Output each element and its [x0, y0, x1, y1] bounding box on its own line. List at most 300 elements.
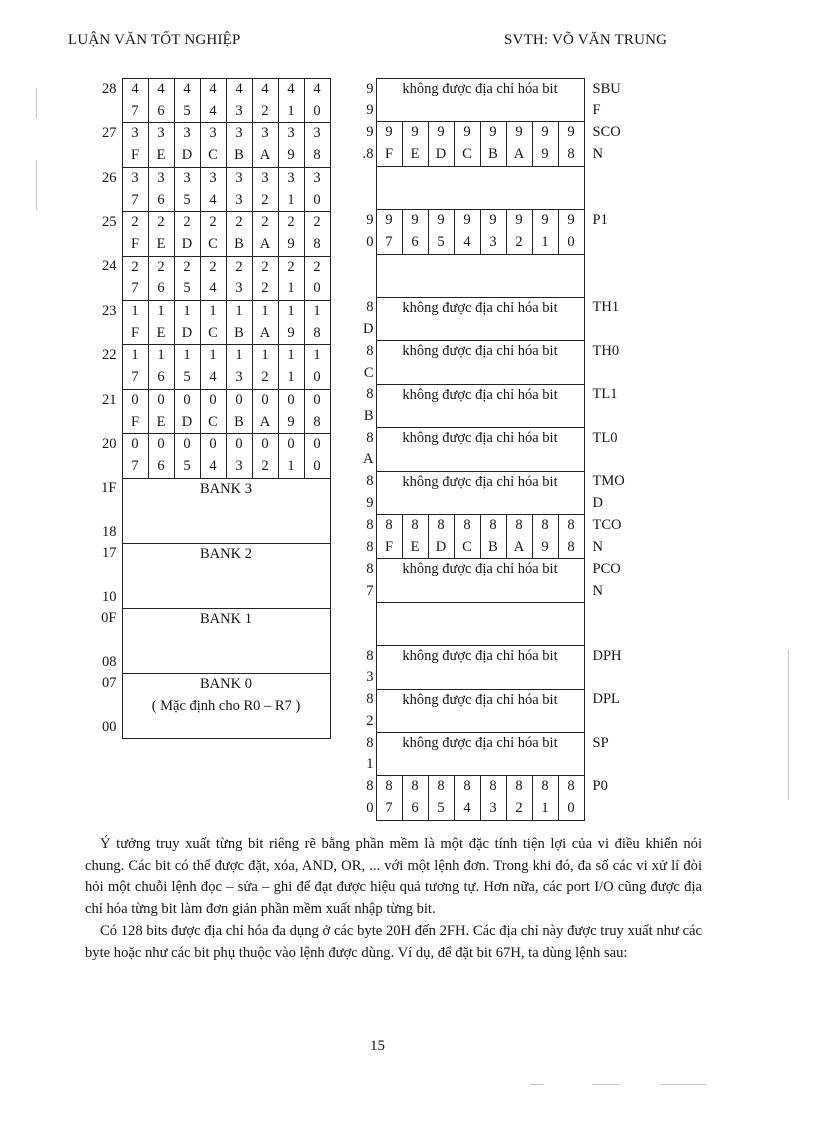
- bit-address-high: 0: [226, 434, 252, 456]
- sfr-bit-low: B: [480, 144, 506, 166]
- bit-address-high: 2: [252, 256, 278, 278]
- bit-address-high: 4: [226, 79, 252, 101]
- sfr-bit-low: 6: [402, 232, 428, 254]
- sfr-bit-high: 9: [428, 122, 454, 144]
- not-bit-addressable-cell: không được địa chỉ hóa bit: [376, 733, 584, 776]
- bit-address-high: 3: [226, 123, 252, 145]
- sfr-bit-high: 9: [402, 122, 428, 144]
- bit-address-low: 1: [278, 456, 304, 478]
- register-bank-2: [122, 543, 330, 608]
- sfr-name-continued: [584, 276, 654, 298]
- bit-address-high: 4: [200, 79, 226, 101]
- sfr-address-low: [352, 624, 376, 646]
- bit-address-high: 1: [278, 301, 304, 323]
- bit-address-high: 3: [278, 167, 304, 189]
- empty-sfr-cell: [376, 602, 584, 645]
- sfr-name-continued: [584, 363, 654, 385]
- bit-address-low: B: [226, 323, 252, 345]
- not-bit-addressable-cell: không được địa chỉ hóa bit: [376, 471, 584, 514]
- bit-address-high: 2: [278, 212, 304, 234]
- byte-address-label: 23: [102, 302, 117, 319]
- sfr-bit-high: 8: [558, 515, 584, 537]
- bit-address-low: F: [122, 234, 148, 256]
- bit-address-low: B: [226, 412, 252, 434]
- bit-address-low: 5: [174, 456, 200, 478]
- sfr-name: DPH: [592, 647, 622, 664]
- empty-sfr-cell: [376, 254, 584, 297]
- sfr-bit-low: 3: [480, 798, 506, 820]
- scan-mark: [660, 1084, 706, 1085]
- sfr-address-low: D: [363, 321, 374, 338]
- bit-address-low: 7: [122, 190, 148, 212]
- bit-address-high: 0: [122, 389, 148, 411]
- bit-address-low: E: [148, 234, 174, 256]
- bit-address-high: 2: [174, 212, 200, 234]
- bit-address-high: 2: [122, 212, 148, 234]
- byte-address-label: 26: [102, 169, 117, 186]
- bank-top-address: 1F: [101, 480, 117, 497]
- label-spacer: [92, 190, 122, 212]
- register-bank-0: [122, 673, 330, 738]
- bit-address-low: 3: [226, 456, 252, 478]
- bit-address-high: 1: [200, 345, 226, 367]
- bit-address-high: 3: [122, 123, 148, 145]
- bit-address-low: 9: [278, 412, 304, 434]
- sfr-bit-low: 2: [506, 232, 532, 254]
- bit-address-high: 2: [122, 256, 148, 278]
- sfr-bit-high: 8: [532, 776, 558, 798]
- bit-address-high: 3: [252, 123, 278, 145]
- sfr-bit-low: 1: [532, 798, 558, 820]
- bit-address-low: D: [174, 145, 200, 167]
- not-bit-addressable-cell: không được địa chỉ hóa bit: [376, 297, 584, 340]
- bit-address-low: D: [174, 234, 200, 256]
- bit-address-high: 3: [174, 123, 200, 145]
- sfr-name-continued: [584, 449, 654, 471]
- sfr-address-high: [352, 254, 376, 276]
- scan-mark: [530, 1084, 544, 1085]
- bit-address-high: 0: [252, 389, 278, 411]
- sfr-bit-low: 0: [558, 232, 584, 254]
- bit-address-high: 2: [226, 212, 252, 234]
- bit-address-high: 1: [252, 301, 278, 323]
- bank-bottom-address: 18: [102, 523, 117, 540]
- bit-address-low: 8: [304, 234, 330, 256]
- sfr-name: TH1: [592, 299, 620, 316]
- bit-address-high: 1: [226, 345, 252, 367]
- sfr-name-continued: [584, 624, 654, 646]
- bit-address-low: 8: [304, 323, 330, 345]
- label-spacer: [92, 739, 122, 761]
- bit-address-low: 7: [122, 101, 148, 123]
- bit-address-high: 3: [174, 167, 200, 189]
- paragraph-bit-access: Ý tưởng truy xuất từng bit riêng rẽ bằng phần mềm là một đặc tính tiện lợi của vi điều khiển nói chung. Các bit có thể được đặt, xóa, AND, OR, ... với một lệnh đơn. Trong khi đó, đa số các vi xử lí đòi hỏi một chuỗi lệnh đọc – sửa – ghi để đạt được hiệu quả tương tự. Hơn nữa, các port I/O cũng được địa chỉ hóa từng bit làm đơn giản phần mềm xuất nhập từng bit.: [85, 836, 702, 918]
- sfr-name-continued: [584, 711, 654, 733]
- bit-address-high: 3: [278, 123, 304, 145]
- not-bit-addressable-cell: không được địa chỉ hóa bit: [376, 559, 584, 602]
- sfr-name-continued: N: [592, 582, 603, 599]
- sfr-address-high: 9: [366, 124, 374, 141]
- bit-address-high: 3: [200, 167, 226, 189]
- sfr-address-high: 8: [366, 516, 374, 533]
- scan-mark: [36, 88, 37, 118]
- bit-address-low: 0: [304, 278, 330, 300]
- bit-address-high: 0: [174, 389, 200, 411]
- sfr-bit-high: 9: [532, 122, 558, 144]
- byte-address-label: 21: [102, 391, 117, 408]
- sfr-name: TL0: [592, 429, 618, 446]
- bit-address-low: C: [200, 145, 226, 167]
- sfr-bit-low: F: [376, 144, 402, 166]
- bit-address-high: 1: [226, 301, 252, 323]
- sfr-address-low: A: [363, 451, 374, 468]
- bit-address-low: B: [226, 145, 252, 167]
- bit-address-high: 2: [304, 212, 330, 234]
- bit-address-low: C: [200, 234, 226, 256]
- sfr-address-low: 8: [366, 538, 374, 555]
- sfr-address-low: 3: [366, 669, 374, 686]
- sfr-bit-high: 9: [532, 210, 558, 232]
- bit-address-low: 7: [122, 456, 148, 478]
- register-bank-3: [122, 478, 330, 543]
- bit-address-high: 0: [278, 389, 304, 411]
- bit-address-high: 0: [148, 434, 174, 456]
- bit-address-low: 9: [278, 234, 304, 256]
- scan-mark: [592, 1084, 620, 1085]
- bit-address-high: 1: [174, 301, 200, 323]
- sfr-name-continued: D: [592, 494, 603, 511]
- bit-address-low: 5: [174, 367, 200, 389]
- bit-address-high: 0: [226, 389, 252, 411]
- bit-address-low: 1: [278, 190, 304, 212]
- sfr-bit-low: C: [454, 537, 480, 559]
- page-number: 15: [370, 1038, 385, 1054]
- not-bit-addressable-cell: không được địa chỉ hóa bit: [376, 79, 584, 122]
- bit-address-low: 9: [278, 145, 304, 167]
- sfr-address-high: 8: [366, 647, 374, 664]
- bit-address-low: C: [200, 412, 226, 434]
- sfr-name: P0: [592, 778, 608, 795]
- sfr-name: PCO: [592, 560, 621, 577]
- byte-address-label: 22: [102, 347, 117, 364]
- sfr-bit-high: 8: [376, 776, 402, 798]
- bit-address-low: 2: [252, 101, 278, 123]
- bit-address-low: 0: [304, 190, 330, 212]
- bank-note: ( Mặc định cho R0 – R7 ): [151, 697, 301, 714]
- sfr-bit-low: D: [428, 537, 454, 559]
- bit-address-low: 3: [226, 367, 252, 389]
- sfr-bit-high: 8: [454, 515, 480, 537]
- sfr-name: [584, 254, 654, 276]
- sfr-bit-high: 9: [480, 210, 506, 232]
- bit-address-low: C: [200, 323, 226, 345]
- bit-address-high: 2: [278, 256, 304, 278]
- bit-address-low: 7: [122, 367, 148, 389]
- sfr-bit-low: 4: [454, 232, 480, 254]
- sfr-address-high: 8: [366, 691, 374, 708]
- sfr-address-low: [352, 276, 376, 298]
- bit-address-high: 4: [148, 79, 174, 101]
- label-spacer: [92, 367, 122, 389]
- sfr-name: SP: [592, 734, 609, 751]
- bit-address-low: 3: [226, 278, 252, 300]
- sfr-bit-low: 6: [402, 798, 428, 820]
- bit-address-high: 2: [148, 256, 174, 278]
- sfr-bit-high: 9: [558, 122, 584, 144]
- sfr-bit-low: E: [402, 144, 428, 166]
- sfr-bit-low: 7: [376, 232, 402, 254]
- sfr-name: [584, 166, 654, 188]
- sfr-name-continued: [584, 754, 654, 776]
- label-spacer: [92, 278, 122, 300]
- bit-address-low: D: [174, 412, 200, 434]
- bit-address-low: F: [122, 323, 148, 345]
- bit-address-high: 0: [174, 434, 200, 456]
- sfr-bit-high: 8: [480, 515, 506, 537]
- label-spacer: [92, 145, 122, 167]
- bit-address-high: 3: [304, 167, 330, 189]
- label-spacer: [92, 323, 122, 345]
- sfr-bit-high: 9: [376, 122, 402, 144]
- sfr-address-low: 9: [366, 494, 374, 511]
- sfr-address-high: 8: [366, 560, 374, 577]
- bit-address-low: 6: [148, 367, 174, 389]
- sfr-bit-high: 8: [532, 515, 558, 537]
- byte-address-label: 25: [102, 213, 117, 230]
- bit-address-low: 2: [252, 456, 278, 478]
- sfr-address-low: 0: [366, 800, 374, 817]
- label-spacer: [92, 695, 122, 717]
- bit-address-low: A: [252, 145, 278, 167]
- sfr-address-low: [352, 188, 376, 210]
- register-bank-1: [122, 608, 330, 673]
- sfr-bit-low: F: [376, 537, 402, 559]
- bit-address-high: 0: [304, 434, 330, 456]
- bit-address-low: F: [122, 145, 148, 167]
- sfr-name-continued: [584, 232, 654, 254]
- sfr-bit-low: 3: [480, 232, 506, 254]
- sfr-address-high: [352, 602, 376, 624]
- sfr-address-low: B: [363, 407, 374, 424]
- sfr-address-low: 9: [366, 102, 374, 119]
- sfr-bit-low: B: [480, 537, 506, 559]
- sfr-bit-high: 9: [506, 210, 532, 232]
- bit-address-high: 2: [200, 212, 226, 234]
- byte-address-label: 28: [102, 80, 117, 97]
- sfr-name-continued: N: [592, 538, 603, 555]
- paragraph-general-bits: Có 128 bits được địa chỉ hóa đa dụng ở các byte 20H đến 2FH. Các địa chỉ này được truy xuất như các byte hoặc như các bit phụ thuộc vào lệnh được dùng. Ví dụ, để đặt bit 67H, ta dùng lệnh sau:: [85, 922, 702, 961]
- bank-name: BANK 0: [200, 675, 252, 692]
- bit-address-low: 3: [226, 101, 252, 123]
- bit-address-high: 1: [304, 301, 330, 323]
- bit-address-high: 0: [122, 434, 148, 456]
- bit-address-high: 3: [226, 167, 252, 189]
- sfr-name-continued: [584, 667, 654, 689]
- bit-address-low: 6: [148, 278, 174, 300]
- sfr-bit-high: 9: [376, 210, 402, 232]
- sfr-bit-low: C: [454, 144, 480, 166]
- bit-address-high: 1: [122, 301, 148, 323]
- sfr-address-high: [352, 166, 376, 188]
- sfr-bit-low: A: [506, 144, 532, 166]
- not-bit-addressable-cell: không được địa chỉ hóa bit: [376, 646, 584, 689]
- header-title-left: LUẬN VĂN TỐT NGHIỆP: [68, 32, 241, 48]
- sfr-bit-low: 9: [532, 144, 558, 166]
- sfr-bit-high: 8: [428, 515, 454, 537]
- bank-bottom-address: 10: [102, 588, 117, 605]
- sfr-bit-high: 8: [402, 515, 428, 537]
- sfr-bit-high: 9: [428, 210, 454, 232]
- sfr-bit-low: 1: [532, 232, 558, 254]
- sfr-bit-low: 5: [428, 798, 454, 820]
- sfr-bit-high: 8: [558, 776, 584, 798]
- body-text: [85, 834, 702, 964]
- byte-address-label: 24: [102, 258, 117, 275]
- sfr-address-high: 8: [366, 342, 374, 359]
- sfr-bit-high: 8: [376, 515, 402, 537]
- bank-top-address: 17: [102, 545, 117, 562]
- sfr-address-low: 7: [366, 582, 374, 599]
- bit-address-low: A: [252, 323, 278, 345]
- sfr-bit-high: 9: [558, 210, 584, 232]
- sfr-bit-high: 9: [454, 210, 480, 232]
- bit-address-high: 4: [122, 79, 148, 101]
- bank-top-address: 0F: [101, 610, 117, 627]
- sfr-address-high: 8: [366, 299, 374, 316]
- label-spacer: [92, 500, 122, 522]
- bit-address-high: 3: [200, 123, 226, 145]
- sfr-address-low: .8: [362, 146, 374, 163]
- bit-address-low: 9: [278, 323, 304, 345]
- sfr-bit-low: 4: [454, 798, 480, 820]
- bit-address-high: 3: [148, 123, 174, 145]
- bit-address-high: 2: [304, 256, 330, 278]
- bit-address-high: 1: [174, 345, 200, 367]
- bit-address-low: A: [252, 234, 278, 256]
- bit-address-low: 4: [200, 101, 226, 123]
- sfr-name: SCO: [592, 124, 621, 141]
- sfr-bit-low: D: [428, 144, 454, 166]
- bit-address-high: 2: [174, 256, 200, 278]
- bit-address-low: A: [252, 412, 278, 434]
- sfr-bit-low: 2: [506, 798, 532, 820]
- sfr-address-low: 2: [366, 712, 374, 729]
- sfr-name: TCO: [592, 516, 622, 533]
- sfr-bit-low: 9: [532, 537, 558, 559]
- bit-address-high: 2: [252, 212, 278, 234]
- sfr-bit-high: 9: [454, 122, 480, 144]
- byte-address-label: 20: [102, 436, 117, 452]
- sfr-bit-low: A: [506, 537, 532, 559]
- not-bit-addressable-cell: không được địa chỉ hóa bit: [376, 428, 584, 471]
- sfr-name-continued: [584, 406, 654, 428]
- sfr-name: SBU: [592, 80, 621, 97]
- bit-address-low: 0: [304, 101, 330, 123]
- bit-address-low: 5: [174, 190, 200, 212]
- not-bit-addressable-cell: không được địa chỉ hóa bit: [376, 689, 584, 732]
- sfr-name-continued: [584, 798, 654, 820]
- bit-address-low: 8: [304, 145, 330, 167]
- bit-address-low: E: [148, 412, 174, 434]
- header-author-right: SVTH: VÕ VĂN TRUNG: [504, 32, 668, 48]
- sfr-bit-high: 8: [480, 776, 506, 798]
- sfr-address-low: C: [363, 364, 374, 381]
- bit-address-low: 1: [278, 278, 304, 300]
- not-bit-addressable-cell: không được địa chỉ hóa bit: [376, 341, 584, 384]
- bit-address-low: F: [122, 412, 148, 434]
- bit-address-high: 0: [278, 434, 304, 456]
- bit-address-low: 4: [200, 367, 226, 389]
- bit-address-high: 4: [304, 79, 330, 101]
- sfr-name-continued: [584, 188, 654, 210]
- bit-address-high: 1: [148, 301, 174, 323]
- bit-address-high: 0: [148, 389, 174, 411]
- sfr-bit-high: 9: [506, 122, 532, 144]
- bank-bottom-address: 00: [102, 718, 117, 735]
- bit-address-high: 1: [148, 345, 174, 367]
- bit-address-high: 0: [252, 434, 278, 456]
- sfr-name: TL1: [592, 386, 618, 403]
- not-bit-addressable-cell: không được địa chỉ hóa bit: [376, 384, 584, 427]
- bit-address-high: 2: [200, 256, 226, 278]
- sfr-address-high: 8: [366, 473, 374, 490]
- bit-address-high: 3: [148, 167, 174, 189]
- bit-address-low: 1: [278, 367, 304, 389]
- byte-address-label: 27: [102, 125, 117, 142]
- sfr-bit-low: 8: [558, 144, 584, 166]
- bit-address-low: 1: [278, 101, 304, 123]
- sfr-address-high: 9: [366, 80, 374, 97]
- sfr-address-low: 0: [366, 234, 374, 251]
- label-spacer: [92, 101, 122, 123]
- bit-address-low: 8: [304, 412, 330, 434]
- bit-address-low: 5: [174, 278, 200, 300]
- sfr-name: P1: [592, 211, 608, 228]
- bit-address-low: 7: [122, 278, 148, 300]
- sfr-address-high: 8: [366, 734, 374, 751]
- sfr-bit-high: 9: [402, 210, 428, 232]
- label-spacer: [92, 630, 122, 652]
- bit-address-high: 3: [304, 123, 330, 145]
- sfr-bit-high: 9: [480, 122, 506, 144]
- bit-address-high: 1: [278, 345, 304, 367]
- bit-address-high: 4: [174, 79, 200, 101]
- sfr-address-low: 1: [366, 756, 374, 773]
- bit-address-low: 4: [200, 190, 226, 212]
- bit-address-high: 2: [226, 256, 252, 278]
- bit-address-low: 0: [304, 456, 330, 478]
- sfr-name-continued: F: [592, 102, 601, 119]
- bit-address-high: 3: [252, 167, 278, 189]
- ram-bit-address-table: [92, 78, 331, 760]
- bit-address-low: 2: [252, 190, 278, 212]
- sfr-bit-high: 8: [506, 515, 532, 537]
- bit-address-low: E: [148, 145, 174, 167]
- sfr-address-high: 8: [366, 778, 374, 795]
- sfr-name: [584, 602, 654, 624]
- bit-address-high: 0: [304, 389, 330, 411]
- bit-address-high: 1: [200, 301, 226, 323]
- sfr-address-high: 8: [366, 386, 374, 403]
- bit-address-low: B: [226, 234, 252, 256]
- bit-address-low: E: [148, 323, 174, 345]
- bit-address-low: 4: [200, 278, 226, 300]
- bit-address-low: 6: [148, 190, 174, 212]
- bit-address-high: 4: [252, 79, 278, 101]
- sfr-address-high: 9: [366, 211, 374, 228]
- bank-name: BANK 1: [200, 610, 252, 627]
- bit-address-high: 1: [304, 345, 330, 367]
